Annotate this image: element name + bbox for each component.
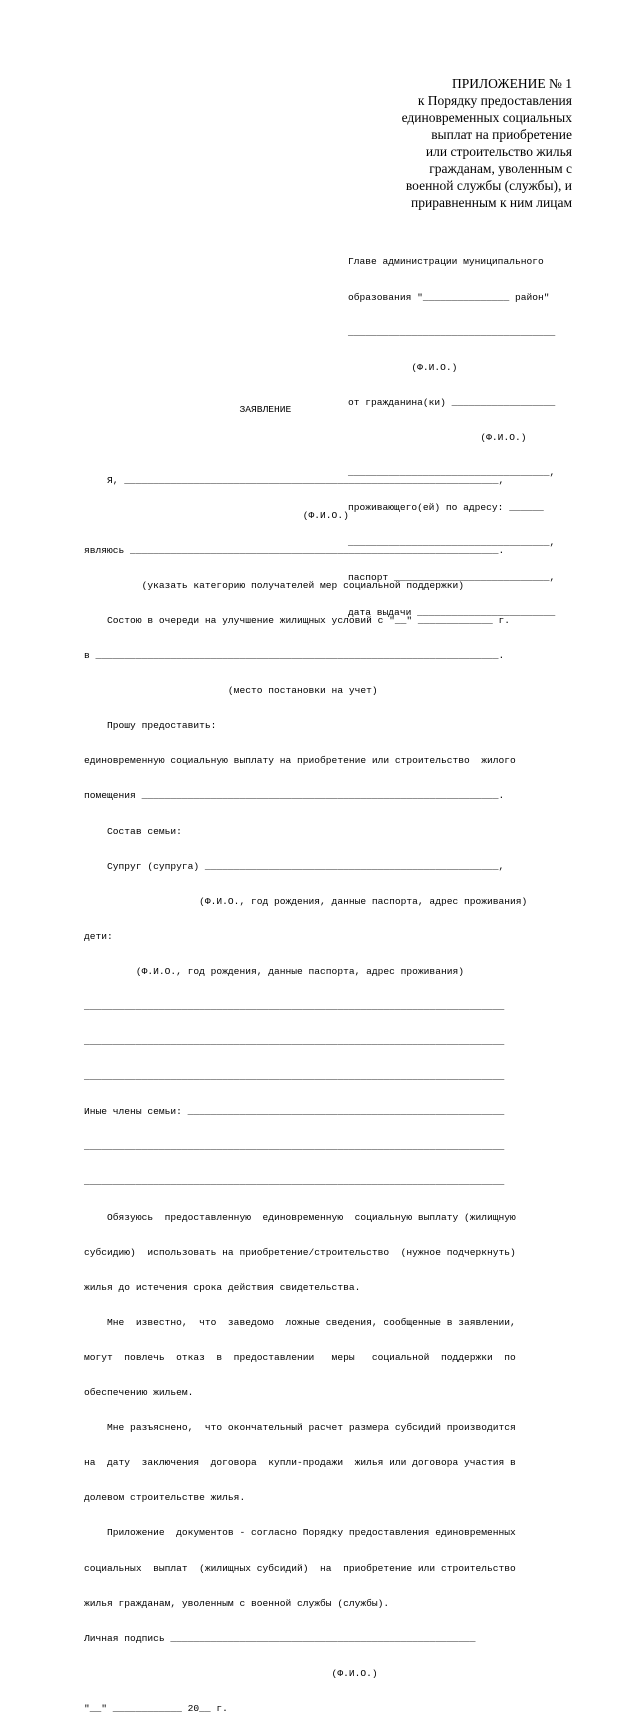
document-line: дети: <box>84 930 113 942</box>
header-line: военной службы (службы), и <box>405 178 572 193</box>
document-line: Обязуюсь предоставленную единовременную социальную выплату (жилищную <box>84 1211 516 1223</box>
header-line: ПРИЛОЖЕНИЕ № 1 <box>451 76 572 91</box>
document-line: Состав семьи: <box>84 825 182 837</box>
header-line: или строительство жилья <box>425 144 572 159</box>
document-line: _________________________________________________________________________ <box>84 1141 505 1153</box>
document-line: социальных выплат (жилищных субсидий) на приобретение или строительство <box>84 1562 516 1574</box>
document-line: Прошу предоставить: <box>84 720 217 732</box>
document-line: Я, _________________________________________________________________, <box>84 474 505 486</box>
document-line: долевом строительстве жилья. <box>84 1492 246 1504</box>
header-line: гражданам, уволенным с <box>429 161 572 176</box>
document-line: на дату заключения договора купли-продажи жилья или договора участия в <box>84 1457 516 1469</box>
document-line: _________________________________________________________________________ <box>84 1071 505 1083</box>
document-line: (Ф.И.О.) <box>84 1667 378 1679</box>
header-line: к Порядку предоставления <box>417 93 572 108</box>
application-title: ЗАЯВЛЕНИЕ <box>84 404 292 416</box>
addressee-line: проживающего(ей) по адресу: ______ <box>348 502 544 514</box>
document-line: (Ф.И.О.) <box>84 509 349 521</box>
document-line: единовременную социальную выплату на приобретение или строительство жилого <box>84 755 516 767</box>
document-line: помещения ______________________________________________________________. <box>84 790 505 802</box>
document-line: жилья гражданам, уволенным с военной службы (службы). <box>84 1597 390 1609</box>
document-line: (место постановки на учет) <box>84 685 378 697</box>
document-line: в ______________________________________________________________________. <box>84 650 505 662</box>
addressee-line: ____________________________________ <box>348 326 556 338</box>
header-line: приравненным к ним лицам <box>411 195 572 210</box>
signature-line: Личная подпись _____________________________________________________ <box>84 1632 476 1644</box>
document-line: Иные члены семьи: _______________________________________________________ <box>84 1106 505 1118</box>
document-line: Приложение документов - согласно Порядку предоставления единовременных <box>84 1527 516 1539</box>
document-line: обеспечению жильем. <box>84 1387 194 1399</box>
addressee-line: Главе администрации муниципального <box>348 256 544 268</box>
document-line: (Ф.И.О., год рождения, данные паспорта, адрес проживания) <box>84 895 528 907</box>
document-line: жилья до истечения срока действия свидетельства. <box>84 1281 361 1293</box>
document-line: _________________________________________________________________________ <box>84 1001 505 1012</box>
document-line: Супруг (супруга) ___________________________________________________, <box>84 860 505 872</box>
document-line: _________________________________________________________________________ <box>84 1036 505 1048</box>
header-line: единовременных социальных <box>401 110 572 125</box>
document-line: _________________________________________________________________________ <box>84 1176 505 1188</box>
document-line: Мне разъяснено, что окончательный расчет размера субсидий производится <box>84 1422 516 1434</box>
application-body <box>84 381 527 1726</box>
addressee-line: образования "_______________ район" <box>348 291 550 303</box>
document-line: (указать категорию получателей мер социальной поддержки) <box>84 579 464 591</box>
document-line: Мне известно, что заведомо ложные сведения, сообщенные в заявлении, <box>84 1316 516 1328</box>
addressee-line: паспорт ___________________________, <box>348 572 556 584</box>
document-line: могут повлечь отказ в предоставлении меры социальной поддержки по <box>84 1351 516 1363</box>
addressee-line: (Ф.И.О.) <box>348 361 458 373</box>
document-line: являюсь ________________________________________________________________. <box>84 544 505 556</box>
document-line <box>84 440 527 452</box>
document-line: Состою в очереди на улучшение жилищных условий с "__" _____________ г. <box>84 614 511 626</box>
addressee-line: ___________________________________, <box>348 466 556 478</box>
addressee-line: дата выдачи ________________________ <box>348 607 556 619</box>
date-line: "__" ____________ 20__ г. <box>84 1702 228 1714</box>
document-line: (Ф.И.О., год рождения, данные паспорта, адрес проживания) <box>84 965 464 977</box>
addressee-line: (Ф.И.О.) <box>348 431 527 443</box>
addressee-line: ___________________________________, <box>348 537 556 549</box>
header-line: выплат на приобретение <box>431 127 572 142</box>
appendix-header <box>322 75 572 211</box>
addressee-line: от гражданина(ки) __________________ <box>348 396 556 408</box>
document-line: субсидию) использовать на приобретение/строительство (нужное подчеркнуть) <box>84 1246 516 1258</box>
